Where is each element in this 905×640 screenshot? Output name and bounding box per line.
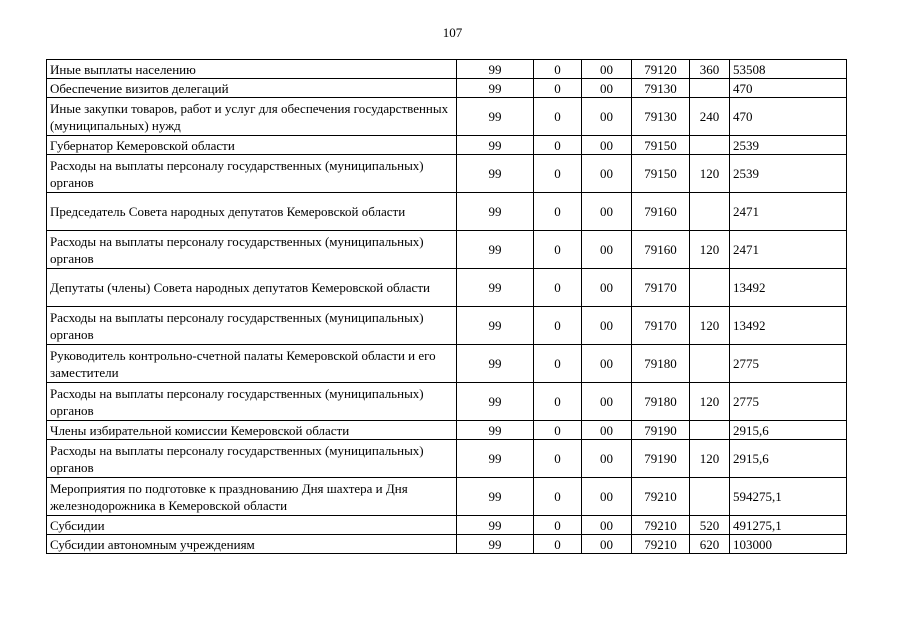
row-name: Расходы на выплаты персоналу государственных (муниципальных) органов	[47, 383, 457, 421]
row-code-2: 0	[534, 307, 582, 345]
row-code-2: 0	[534, 269, 582, 307]
row-amount: 103000	[730, 535, 847, 554]
row-amount: 594275,1	[730, 478, 847, 516]
row-code-1: 99	[457, 193, 534, 231]
row-code-2: 0	[534, 60, 582, 79]
row-code-2: 0	[534, 136, 582, 155]
row-code-2: 0	[534, 535, 582, 554]
row-code-4: 79180	[632, 345, 690, 383]
row-name: Расходы на выплаты персоналу государственных (муниципальных) органов	[47, 307, 457, 345]
row-code-2: 0	[534, 421, 582, 440]
row-code-3: 00	[582, 440, 632, 478]
row-code-5	[690, 79, 730, 98]
row-code-5	[690, 193, 730, 231]
row-code-3: 00	[582, 193, 632, 231]
row-code-3: 00	[582, 516, 632, 535]
row-name: Председатель Совета народных депутатов Кемеровской области	[47, 193, 457, 231]
row-amount: 13492	[730, 307, 847, 345]
row-code-4: 79150	[632, 136, 690, 155]
row-code-4: 79210	[632, 535, 690, 554]
row-amount: 2539	[730, 155, 847, 193]
page-number: 107	[442, 25, 463, 40]
row-amount: 2539	[730, 136, 847, 155]
table-row	[47, 193, 847, 231]
row-code-4: 79170	[632, 307, 690, 345]
row-code-5	[690, 478, 730, 516]
row-code-1: 99	[457, 440, 534, 478]
row-code-2: 0	[534, 478, 582, 516]
table-row	[47, 136, 847, 155]
row-code-2: 0	[534, 193, 582, 231]
budget-table	[46, 59, 847, 554]
row-code-4: 79120	[632, 60, 690, 79]
table-row	[47, 421, 847, 440]
row-amount: 2915,6	[730, 421, 847, 440]
row-name: Обеспечение визитов делегаций	[47, 79, 457, 98]
row-name: Субсидии автономным учреждениям	[47, 535, 457, 554]
row-name: Руководитель контрольно-счетной палаты Кемеровской области и его заместители	[47, 345, 457, 383]
row-name: Расходы на выплаты персоналу государственных (муниципальных) органов	[47, 155, 457, 193]
table-row	[47, 60, 847, 79]
row-amount: 53508	[730, 60, 847, 79]
row-amount: 2915,6	[730, 440, 847, 478]
row-code-5	[690, 269, 730, 307]
row-code-1: 99	[457, 269, 534, 307]
row-amount: 2471	[730, 193, 847, 231]
row-code-5: 120	[690, 307, 730, 345]
table-row	[47, 383, 847, 421]
row-amount: 2775	[730, 345, 847, 383]
row-code-5	[690, 421, 730, 440]
row-code-2: 0	[534, 440, 582, 478]
row-code-3: 00	[582, 421, 632, 440]
row-name: Мероприятия по подготовке к празднованию Дня шахтера и Дня железнодорожника в Кемеровской области	[47, 478, 457, 516]
row-amount: 2775	[730, 383, 847, 421]
row-code-1: 99	[457, 421, 534, 440]
table-row	[47, 269, 847, 307]
row-code-2: 0	[534, 231, 582, 269]
row-code-3: 00	[582, 269, 632, 307]
row-code-1: 99	[457, 345, 534, 383]
row-code-1: 99	[457, 231, 534, 269]
row-code-2: 0	[534, 155, 582, 193]
row-code-1: 99	[457, 60, 534, 79]
row-code-5: 620	[690, 535, 730, 554]
row-name: Депутаты (члены) Совета народных депутатов Кемеровской области	[47, 269, 457, 307]
row-code-2: 0	[534, 383, 582, 421]
row-name: Расходы на выплаты персоналу государственных (муниципальных) органов	[47, 231, 457, 269]
row-code-2: 0	[534, 79, 582, 98]
table-row	[47, 231, 847, 269]
row-name: Губернатор Кемеровской области	[47, 136, 457, 155]
row-name: Иные закупки товаров, работ и услуг для обеспечения государственных (муниципальных) нужд	[47, 98, 457, 136]
row-code-5: 120	[690, 383, 730, 421]
row-code-1: 99	[457, 98, 534, 136]
table-row	[47, 478, 847, 516]
row-code-1: 99	[457, 383, 534, 421]
row-code-4: 79170	[632, 269, 690, 307]
row-name: Расходы на выплаты персоналу государственных (муниципальных) органов	[47, 440, 457, 478]
table-row	[47, 516, 847, 535]
row-code-5: 360	[690, 60, 730, 79]
row-code-3: 00	[582, 383, 632, 421]
table-row	[47, 79, 847, 98]
row-code-3: 00	[582, 136, 632, 155]
row-code-2: 0	[534, 345, 582, 383]
row-code-4: 79190	[632, 421, 690, 440]
row-code-1: 99	[457, 79, 534, 98]
row-name: Члены избирательной комиссии Кемеровской области	[47, 421, 457, 440]
row-amount: 2471	[730, 231, 847, 269]
row-code-3: 00	[582, 155, 632, 193]
row-code-1: 99	[457, 307, 534, 345]
table-row	[47, 98, 847, 136]
row-code-2: 0	[534, 516, 582, 535]
row-code-3: 00	[582, 60, 632, 79]
row-code-5: 520	[690, 516, 730, 535]
row-code-3: 00	[582, 231, 632, 269]
row-code-1: 99	[457, 136, 534, 155]
row-code-1: 99	[457, 478, 534, 516]
row-code-4: 79180	[632, 383, 690, 421]
row-amount: 470	[730, 98, 847, 136]
table-row	[47, 535, 847, 554]
row-code-2: 0	[534, 98, 582, 136]
row-code-3: 00	[582, 79, 632, 98]
row-code-3: 00	[582, 478, 632, 516]
row-code-5: 120	[690, 231, 730, 269]
table-row	[47, 440, 847, 478]
row-code-5	[690, 345, 730, 383]
row-code-5: 240	[690, 98, 730, 136]
row-code-1: 99	[457, 535, 534, 554]
row-code-4: 79190	[632, 440, 690, 478]
row-code-1: 99	[457, 155, 534, 193]
row-code-4: 79210	[632, 516, 690, 535]
row-code-5: 120	[690, 155, 730, 193]
row-code-3: 00	[582, 307, 632, 345]
table-row	[47, 155, 847, 193]
row-code-4: 79130	[632, 79, 690, 98]
row-code-3: 00	[582, 535, 632, 554]
row-amount: 470	[730, 79, 847, 98]
row-code-4: 79160	[632, 193, 690, 231]
row-amount: 13492	[730, 269, 847, 307]
row-code-4: 79150	[632, 155, 690, 193]
row-code-3: 00	[582, 345, 632, 383]
row-code-4: 79210	[632, 478, 690, 516]
row-code-5: 120	[690, 440, 730, 478]
row-name: Иные выплаты населению	[47, 60, 457, 79]
row-code-1: 99	[457, 516, 534, 535]
table-row	[47, 345, 847, 383]
table-row	[47, 307, 847, 345]
row-code-5	[690, 136, 730, 155]
row-code-4: 79160	[632, 231, 690, 269]
row-name: Субсидии	[47, 516, 457, 535]
row-amount: 491275,1	[730, 516, 847, 535]
row-code-3: 00	[582, 98, 632, 136]
row-code-4: 79130	[632, 98, 690, 136]
